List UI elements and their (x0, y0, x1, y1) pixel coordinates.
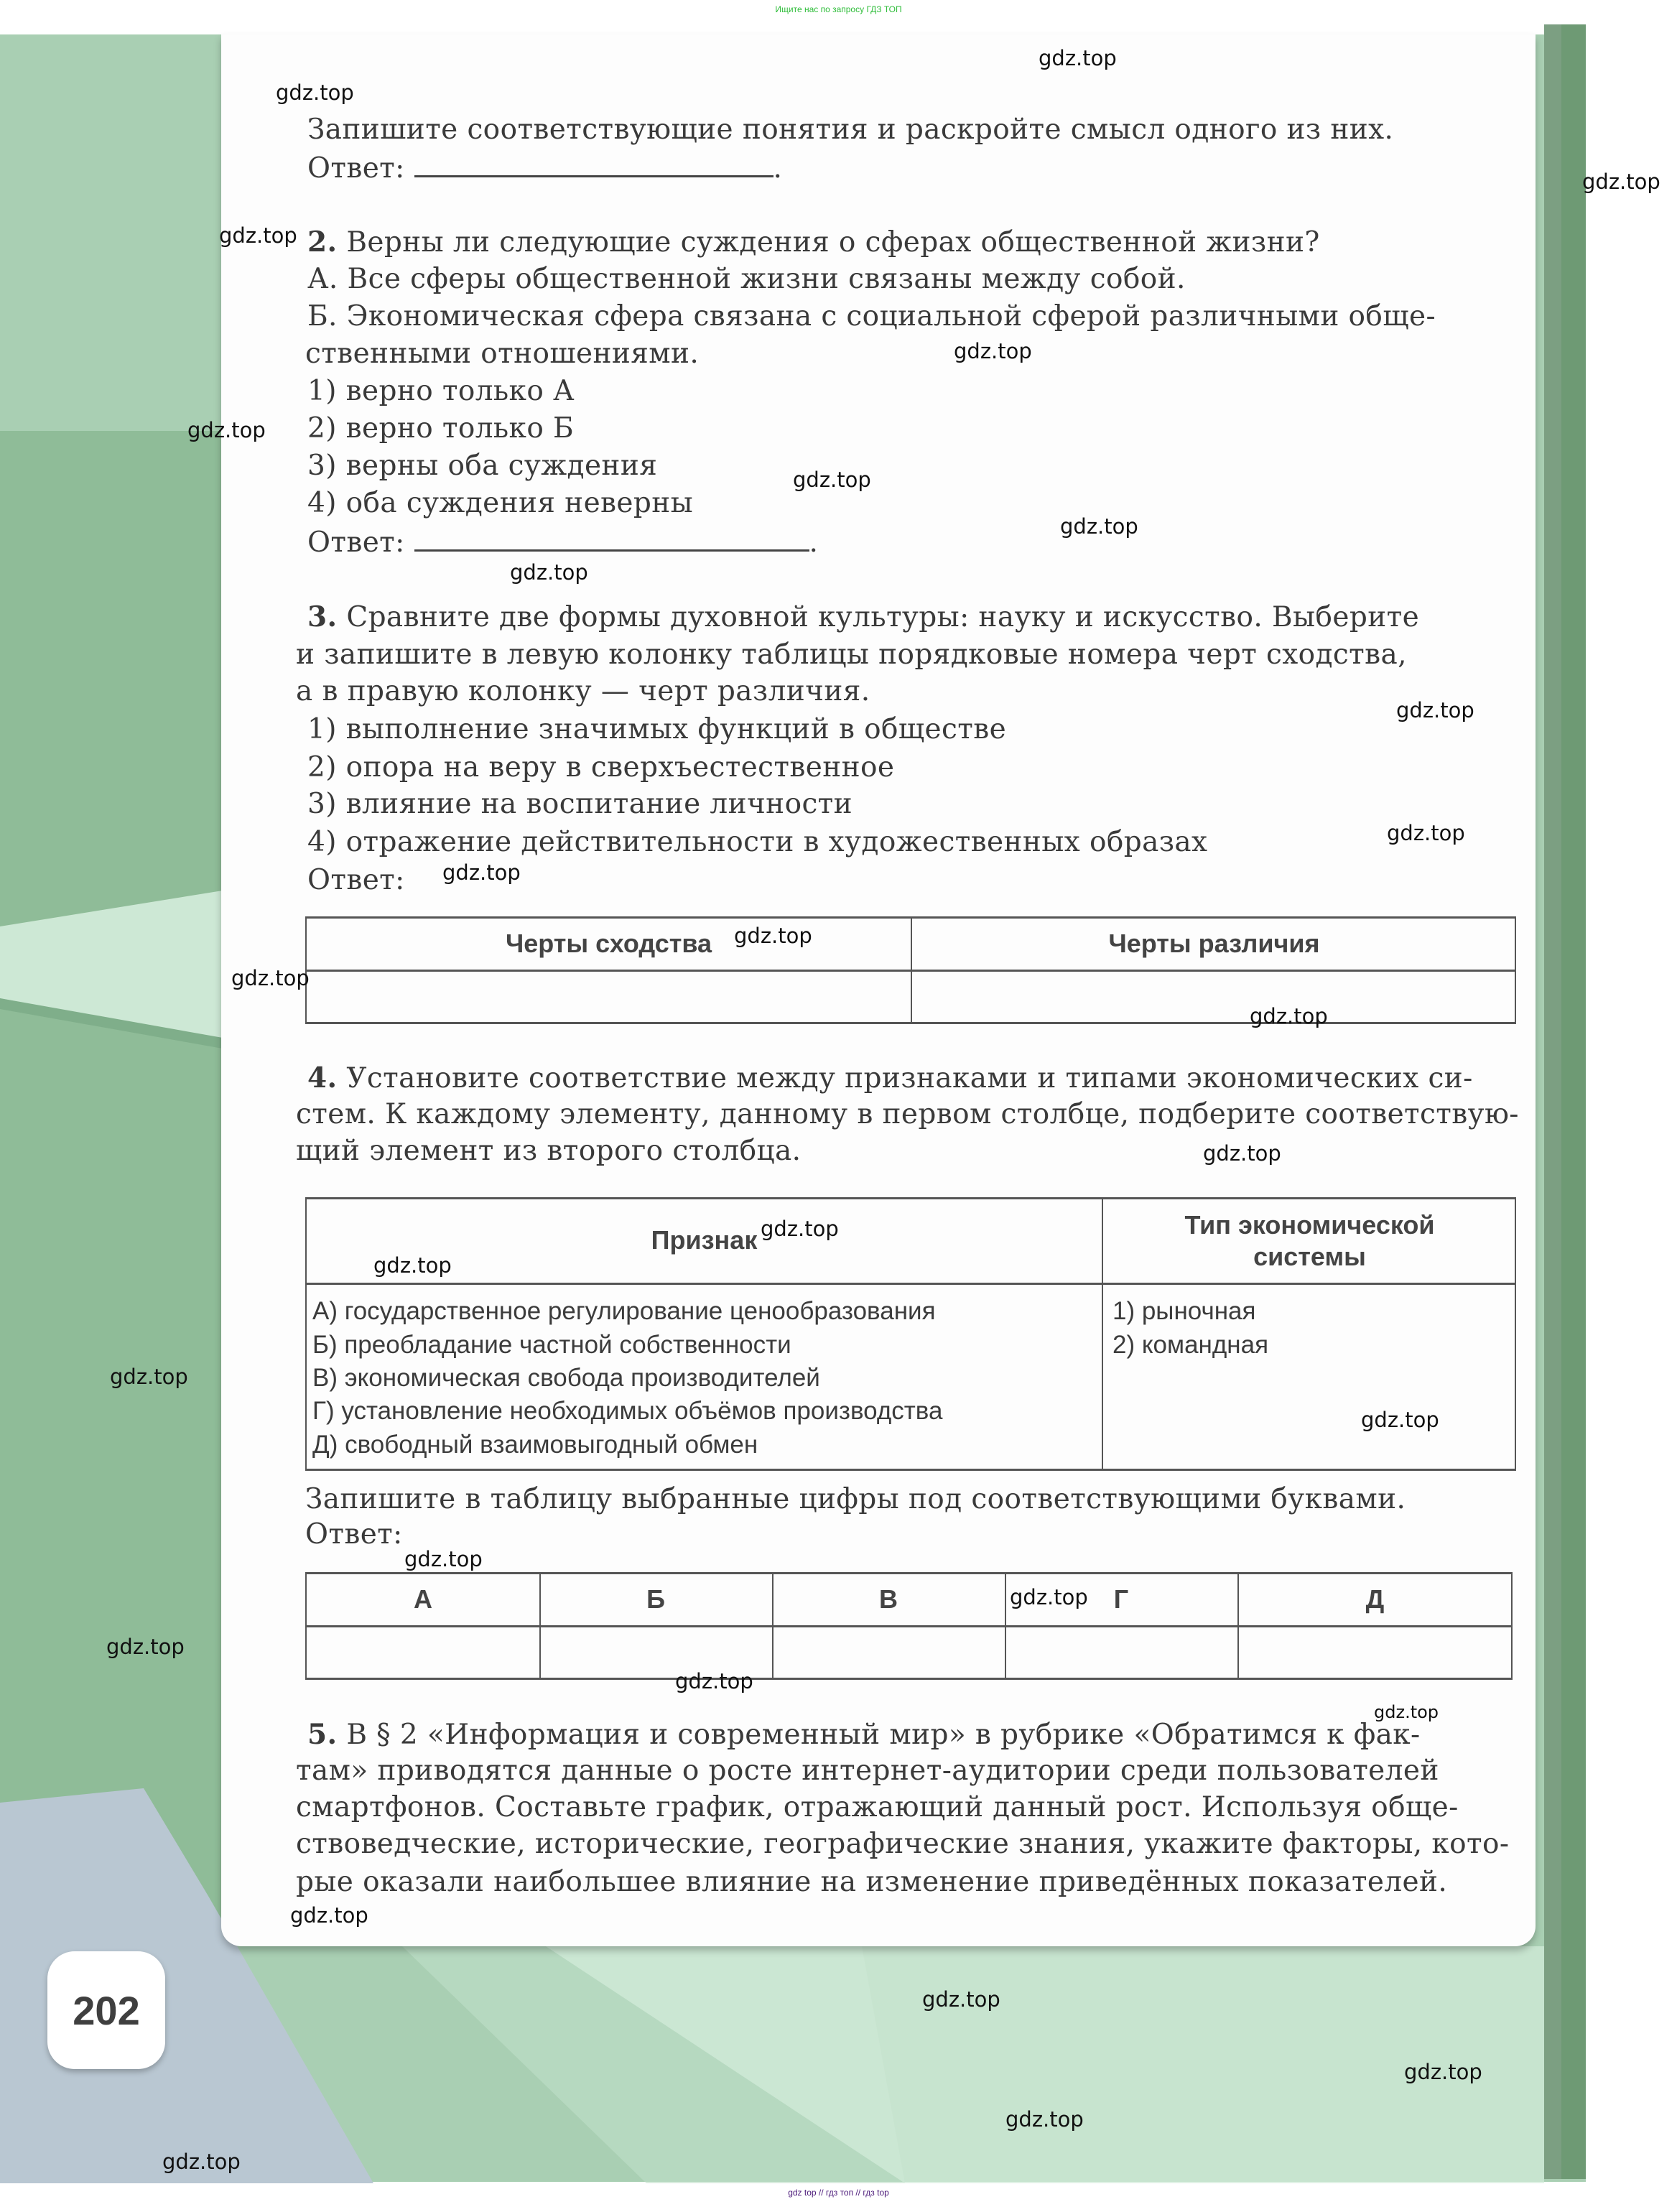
watermark: gdz.top (1404, 2060, 1482, 2084)
watermark: gdz.top (1387, 821, 1465, 845)
question-text: Верны ли следующие суждения о сферах общественной жизни? (346, 226, 1320, 259)
task3-option-1: 1) выполнение значимых функций в обществе (307, 713, 1007, 745)
question-text: Сравните две формы духовной культуры: науку и искусство. Выберите (346, 601, 1420, 633)
header-note: Ищите нас по запросу ГДЗ ТОП (775, 4, 902, 14)
row-divider (307, 1283, 1515, 1285)
header-economic-system (1103, 1209, 1516, 1273)
task4-line-3: щий элемент из второго столбца. (296, 1135, 802, 1167)
watermark: gdz.top (734, 924, 812, 948)
task3-line-3: а в правую колонку — черт различия. (296, 675, 870, 707)
watermark: gdz.top (1582, 169, 1660, 194)
answer-cell-a[interactable] (307, 1627, 539, 1678)
type-market: 1) рыночная (1112, 1297, 1256, 1325)
watermark: gdz.top (922, 1987, 1000, 2012)
similarities-cell[interactable] (307, 972, 911, 1022)
task1-text: Запишите соответствующие понятия и раскройте смысл одного из них. (307, 113, 1394, 146)
task5-line-3: смартфонов. Составьте график, отражающий данный рост. Используя обще- (296, 1791, 1459, 1823)
task-number: 5. (307, 1718, 338, 1751)
watermark: gdz.top (1374, 1702, 1439, 1722)
header-g: Г (1113, 1584, 1129, 1614)
task3-answer-table (305, 916, 1516, 1024)
task4-line-1 (307, 1061, 1473, 1096)
feature-b: Б) преобладание частной собственности (312, 1331, 791, 1359)
answer-label: Ответ: (307, 152, 405, 185)
watermark: gdz.top (110, 1365, 188, 1389)
task4-answer-table (305, 1572, 1513, 1680)
task4-matching-table (305, 1197, 1516, 1471)
watermark: gdz.top (187, 418, 266, 442)
task-number: 2. (307, 226, 338, 259)
header-b: Б (646, 1584, 665, 1614)
header-feature: Признак (651, 1225, 758, 1255)
task-number: 4. (307, 1061, 338, 1095)
watermark: gdz.top (1203, 1141, 1281, 1166)
task3-answer-label: Ответ: (307, 864, 405, 896)
header-differences: Черты различия (1108, 929, 1320, 958)
watermark: gdz.top (675, 1669, 753, 1693)
task5-line-1 (307, 1717, 1421, 1752)
task2-option-2: 2) верно только Б (307, 412, 575, 445)
watermark: gdz.top (1005, 2107, 1084, 2132)
header-similarities: Черты сходства (505, 929, 712, 958)
answer-cell-d[interactable] (1239, 1627, 1513, 1678)
answer-label: Ответ: (307, 526, 405, 559)
feature-a: А) государственное регулирование ценообразования (312, 1297, 936, 1325)
task1-answer: Ответ: . (307, 149, 782, 186)
watermark: gdz.top (106, 1635, 185, 1659)
watermark: gdz.top (1396, 698, 1474, 722)
question-text: В § 2 «Информация и современный мир» в рубрике «Обратимся к фак- (346, 1719, 1421, 1751)
type-command: 2) командная (1112, 1331, 1269, 1359)
watermark: gdz.top (1060, 514, 1138, 539)
header-v: В (879, 1584, 898, 1614)
answer-blank[interactable] (414, 524, 809, 552)
task3-option-2: 2) опора на веру в сверхъестественное (307, 751, 895, 784)
watermark: gdz.top (373, 1253, 452, 1278)
differences-cell[interactable] (912, 972, 1516, 1022)
watermark: gdz.top (1361, 1408, 1439, 1432)
page-number-badge: 202 (47, 1951, 165, 2069)
task3-option-4: 4) отражение действительности в художественных образах (307, 826, 1208, 858)
task2-option-3: 3) верны оба суждения (307, 450, 658, 482)
watermark: gdz.top (404, 1547, 483, 1571)
feature-d: Д) свободный взаимовыгодный обмен (312, 1431, 758, 1459)
task2-answer: Ответ: . (307, 524, 818, 560)
watermark: gdz.top (793, 468, 871, 492)
watermark: gdz.top (1039, 46, 1117, 70)
task3-option-3: 3) влияние на воспитание личности (307, 788, 853, 820)
question-text: Установите соответствие между признаками и типами экономических си- (346, 1062, 1473, 1095)
task-number: 3. (307, 600, 338, 633)
task2-statement-a: А. Все сферы общественной жизни связаны между собой. (307, 263, 1186, 295)
task5-line-2: там» приводятся данные о росте интернет-аудитории среди пользователей (296, 1755, 1439, 1787)
watermark: gdz.top (290, 1903, 368, 1928)
header-line-1: Тип экономической (1184, 1210, 1435, 1240)
watermark: gdz.top (1250, 1004, 1328, 1028)
answer-blank[interactable] (414, 149, 774, 177)
watermark: gdz.top (1010, 1585, 1088, 1609)
answer-cell-g[interactable] (1006, 1627, 1237, 1678)
header-line-2: системы (1253, 1242, 1366, 1271)
task4-answer-label: Ответ: (305, 1518, 403, 1551)
task5-line-4: ствоведческие, исторические, географические знания, укажите факторы, кото- (296, 1828, 1510, 1860)
watermark: gdz.top (510, 560, 588, 585)
task2-option-4: 4) оба суждения неверны (307, 487, 694, 519)
task3-line-2: и запишите в левую колонку таблицы порядковые номера черт сходства, (296, 638, 1407, 671)
header-a: А (414, 1584, 432, 1614)
task4-instruction: Запишите в таблицу выбранные цифры под соответствующими буквами. (305, 1483, 1406, 1515)
task5-line-5: рые оказали наибольшее влияние на изменение приведённых показателей. (296, 1866, 1448, 1898)
task2-question (307, 225, 1320, 260)
watermark: gdz.top (219, 223, 297, 248)
watermark: gdz.top (761, 1217, 839, 1241)
watermark: gdz.top (442, 860, 521, 885)
feature-g: Г) установление необходимых объёмов производства (312, 1397, 943, 1425)
task2-statement-b: Б. Экономическая сфера связана с социальной сферой различными обще- (307, 300, 1436, 333)
task4-line-2: стем. К каждому элементу, данному в первом столбце, подберите соответствую- (296, 1098, 1519, 1130)
watermark: gdz.top (276, 80, 354, 105)
feature-v: В) экономическая свобода производителей (312, 1364, 820, 1392)
watermark: gdz.top (162, 2150, 241, 2174)
header-d: Д (1365, 1584, 1385, 1614)
answer-cell-v[interactable] (774, 1627, 1005, 1678)
footer-note: gdz top // гдз топ // гдз top (788, 2188, 889, 2198)
watermark: gdz.top (231, 966, 310, 990)
task2-option-1: 1) верно только А (307, 375, 575, 407)
task2-statement-b-cont: ственными отношениями. (305, 338, 700, 370)
watermark: gdz.top (954, 339, 1032, 363)
task3-line-1 (307, 600, 1419, 635)
